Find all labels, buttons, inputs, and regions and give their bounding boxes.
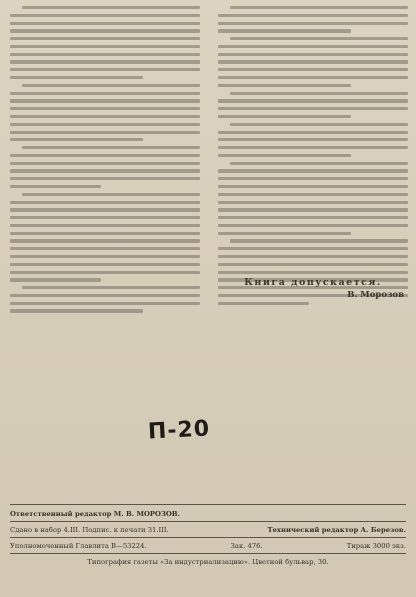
text-line (10, 162, 200, 165)
text-line (10, 60, 200, 63)
text-line (10, 208, 200, 211)
print-run: Тираж 3000 экз. (346, 542, 406, 550)
text-line (10, 123, 200, 126)
left-paragraph (10, 146, 200, 188)
text-line (218, 131, 408, 134)
left-paragraph (10, 6, 200, 79)
right-paragraph (218, 92, 408, 119)
text-line (10, 201, 200, 204)
text-line (10, 22, 200, 25)
text-line (230, 92, 408, 95)
text-line (218, 193, 408, 196)
text-line (218, 76, 408, 79)
text-line (218, 208, 408, 211)
text-line (218, 84, 351, 87)
text-line (10, 302, 200, 305)
text-line (10, 68, 200, 71)
text-line (10, 53, 200, 56)
text-line (10, 29, 200, 32)
text-line (218, 45, 408, 48)
text-line (218, 201, 408, 204)
text-line (10, 294, 200, 297)
right-paragraph (218, 6, 408, 33)
technical-editor: Технический редактор А. Березов. (267, 526, 406, 534)
text-line (10, 278, 101, 281)
text-line (22, 193, 200, 196)
text-line (10, 177, 200, 180)
text-line (10, 92, 200, 95)
left-paragraph (10, 84, 200, 142)
text-line (218, 169, 408, 172)
text-line (218, 216, 408, 219)
text-line (218, 177, 408, 180)
text-line (218, 14, 408, 17)
text-line (10, 37, 200, 40)
text-line (22, 84, 200, 87)
text-line (10, 185, 101, 188)
text-line (10, 154, 200, 157)
reviewer-signature: В. Морозов (347, 290, 404, 300)
review-verdict: Книга допускается. (244, 277, 382, 288)
text-line (218, 247, 408, 250)
text-line (10, 115, 200, 118)
text-line (230, 162, 408, 165)
text-line (218, 255, 408, 258)
right-paragraph (218, 37, 408, 87)
responsible-editor: Ответственный редактор М. В. МОРОЗОВ. (10, 510, 180, 518)
imprint-rule-2 (10, 537, 406, 538)
text-line (218, 232, 351, 235)
text-line (218, 154, 351, 157)
text-line (10, 45, 200, 48)
text-line (10, 255, 200, 258)
text-line (10, 224, 200, 227)
text-line (218, 302, 309, 305)
text-line (218, 99, 408, 102)
text-line (218, 263, 408, 266)
text-line (10, 99, 200, 102)
text-line (218, 22, 408, 25)
left-paragraph (10, 286, 200, 313)
text-line (218, 138, 408, 141)
body-column-right (218, 6, 408, 309)
glavlit-authorization: Уполномоченный Главлита В—53224. (10, 542, 147, 550)
text-line (22, 6, 200, 9)
printing-house: Типография газеты «За индустриализацию». Цветной бульвар, 30. (87, 558, 329, 566)
text-line (10, 263, 200, 266)
text-line (230, 239, 408, 242)
text-line (230, 6, 408, 9)
text-line (218, 146, 408, 149)
imprint-rule-3 (10, 553, 406, 554)
text-line (10, 232, 200, 235)
text-line (22, 286, 200, 289)
text-line (10, 247, 200, 250)
text-line (218, 60, 408, 63)
text-line (10, 76, 143, 79)
text-line (10, 239, 200, 242)
right-paragraph (218, 162, 408, 235)
text-line (10, 309, 143, 312)
body-column-left (10, 6, 200, 317)
order-number: Зак. 476. (230, 542, 263, 550)
text-line (10, 138, 143, 141)
text-line (10, 131, 200, 134)
text-line (218, 68, 408, 71)
text-line (10, 107, 200, 110)
text-line (230, 37, 408, 40)
imprint-rule-1 (10, 521, 406, 522)
text-line (218, 53, 408, 56)
handed-to-set: Сдано в набор 4.III. Подпис. к печати 31.III. (10, 526, 169, 534)
text-line (218, 29, 351, 32)
text-line (22, 146, 200, 149)
right-paragraph (218, 123, 408, 157)
handwritten-mark: П-20 (147, 416, 211, 445)
text-line (218, 107, 408, 110)
text-line (218, 115, 351, 118)
text-line (218, 224, 408, 227)
text-line (10, 14, 200, 17)
text-line (218, 185, 408, 188)
text-line (10, 169, 200, 172)
text-line (10, 271, 200, 274)
text-line (10, 216, 200, 219)
text-line (230, 123, 408, 126)
imprint-rule-top (10, 504, 406, 505)
text-line (218, 271, 408, 274)
left-paragraph (10, 193, 200, 282)
